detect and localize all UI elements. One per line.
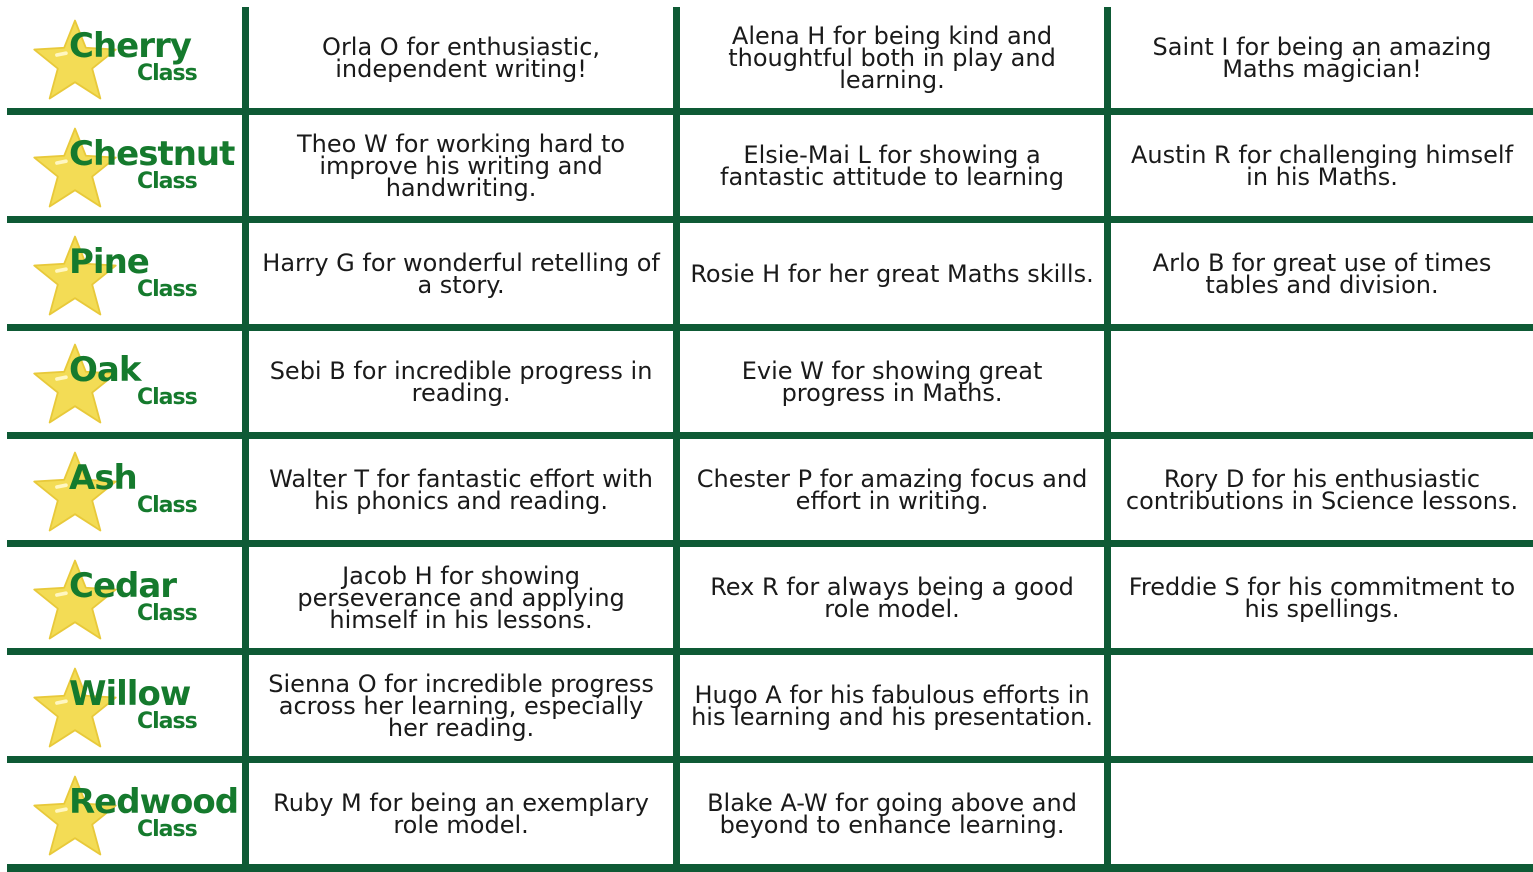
table-row [7,331,1533,432]
class-badge [7,115,241,216]
class-suffix: Class [137,709,197,734]
table-row [7,547,1533,648]
award-cell: Elsie-Mai L for showing a fantastic attitude to learning [680,115,1104,216]
award-cell: Walter T for fantastic effort with his phonics and reading. [249,439,673,540]
class-badge [7,331,241,432]
table-row [7,223,1533,324]
class-label-cell [7,331,242,432]
class-name: Oak [69,350,141,390]
award-cell: Sebi B for incredible progress in reading. [249,331,673,432]
class-suffix: Class [137,493,197,518]
class-badge [7,655,241,756]
award-cell: Blake A-W for going above and beyond to enhance learning. [680,763,1104,864]
class-suffix: Class [137,601,197,626]
table-row [7,7,1533,108]
awards-board [7,7,1533,872]
award-cell [1111,763,1533,864]
award-cell: Theo W for working hard to improve his writing and handwriting. [249,115,673,216]
class-badge [7,223,241,324]
class-suffix: Class [137,277,197,302]
table-row [7,655,1533,756]
award-cell: Hugo A for his fabulous efforts in his learning and his presentation. [680,655,1104,756]
award-cell: Evie W for showing great progress in Maths. [680,331,1104,432]
award-cell: Harry G for wonderful retelling of a story. [249,223,673,324]
class-name: Pine [69,242,149,282]
award-cell: Rosie H for her great Maths skills. [680,223,1104,324]
award-cell: Freddie S for his commitment to his spellings. [1111,547,1533,648]
class-name: Willow [69,674,191,714]
award-cell: Ruby M for being an exemplary role model. [249,763,673,864]
award-cell [1111,331,1533,432]
class-name: Ash [69,458,137,498]
award-cell [1111,655,1533,756]
class-label-cell [7,223,242,324]
award-cell: Rory D for his enthusiastic contributions in Science lessons. [1111,439,1533,540]
class-suffix: Class [137,61,197,86]
table-row [7,763,1533,864]
table-row [7,439,1533,540]
award-cell: Alena H for being kind and thoughtful both in play and learning. [680,7,1104,108]
award-cell: Sienna O for incredible progress across her learning, especially her reading. [249,655,673,756]
class-suffix: Class [137,169,197,194]
class-badge [7,7,241,108]
table-row [7,115,1533,216]
class-label-cell [7,115,242,216]
award-cell: Chester P for amazing focus and effort in writing. [680,439,1104,540]
award-cell: Rex R for always being a good role model. [680,547,1104,648]
award-cell: Austin R for challenging himself in his Maths. [1111,115,1533,216]
class-label-cell [7,655,242,756]
class-badge [7,763,241,864]
class-name: Chestnut [69,134,235,174]
class-label-cell [7,7,242,108]
class-suffix: Class [137,817,197,842]
class-name: Redwood [69,782,239,822]
award-cell: Jacob H for showing perseverance and applying himself in his lessons. [249,547,673,648]
class-label-cell [7,763,242,864]
award-cell: Arlo B for great use of times tables and division. [1111,223,1533,324]
class-badge [7,547,241,648]
class-suffix: Class [137,385,197,410]
class-label-cell [7,439,242,540]
class-badge [7,439,241,540]
class-label-cell [7,547,242,648]
award-cell: Orla O for enthusiastic, independent writing! [249,7,673,108]
class-name: Cedar [69,566,177,606]
award-cell: Saint I for being an amazing Maths magician! [1111,7,1533,108]
class-name: Cherry [69,26,191,66]
